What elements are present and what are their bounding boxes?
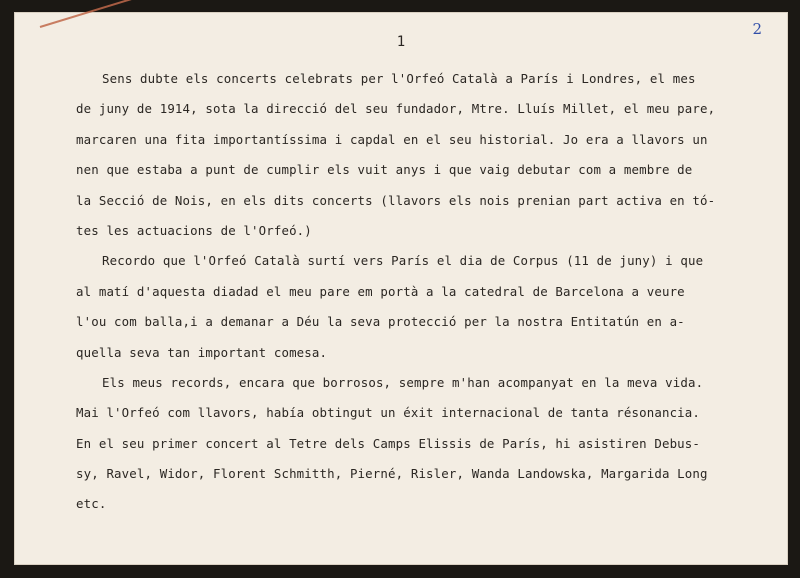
pencil-stroke xyxy=(40,0,155,28)
text-line: En el seu primer concert al Tetre dels Camps Elissis de París, hi asistiren Debus- xyxy=(76,435,701,451)
text-line: quella seva tan important comesa. xyxy=(76,344,328,360)
text-line: Mai l'Orfeó com llavors, había obtingut un éxit internacional de tanta résonancia. xyxy=(76,405,701,421)
text-line: tes les actuacions de l'Orfeó.) xyxy=(76,222,312,238)
page-annotation: 2 xyxy=(752,20,762,38)
text-line: sy, Ravel, Widor, Florent Schmitth, Pierné, Risler, Wanda Landowska, Margarida Long xyxy=(76,466,708,482)
text-line: l'ou com balla,i a demanar a Déu la seva protecció per la nostra Entitatún en a- xyxy=(76,314,685,330)
text-line: de juny de 1914, sota la direcció del seu fundador, Mtre. Lluís Millet, el meu pare, xyxy=(76,101,716,117)
text-line: la Secció de Nois, en els dits concerts (llavors els nois prenian part activa en tó- xyxy=(76,192,716,208)
page-number: 1 xyxy=(396,34,406,50)
text-line: Recordo que l'Orfeó Català surtí vers París el dia de Corpus (11 de juny) i que xyxy=(102,253,704,269)
document-body xyxy=(76,64,756,520)
text-line: al matí d'aquesta diadad el meu pare em portà a la catedral de Barcelona a veure xyxy=(76,283,685,299)
text-line: Els meus records, encara que borrosos, sempre m'han acompanyat en la meva vida. xyxy=(102,374,704,390)
text-line: nen que estaba a punt de cumplir els vuit anys i que vaig debutar com a membre de xyxy=(76,162,693,178)
text-line: marcaren una fita importantíssima i capdal en el seu historial. Jo era a llavors un xyxy=(76,131,708,147)
text-line: etc. xyxy=(76,496,107,512)
paper-sheet xyxy=(14,12,788,565)
text-line: Sens dubte els concerts celebrats per l'Orfeó Català a París i Londres, el mes xyxy=(102,71,696,86)
